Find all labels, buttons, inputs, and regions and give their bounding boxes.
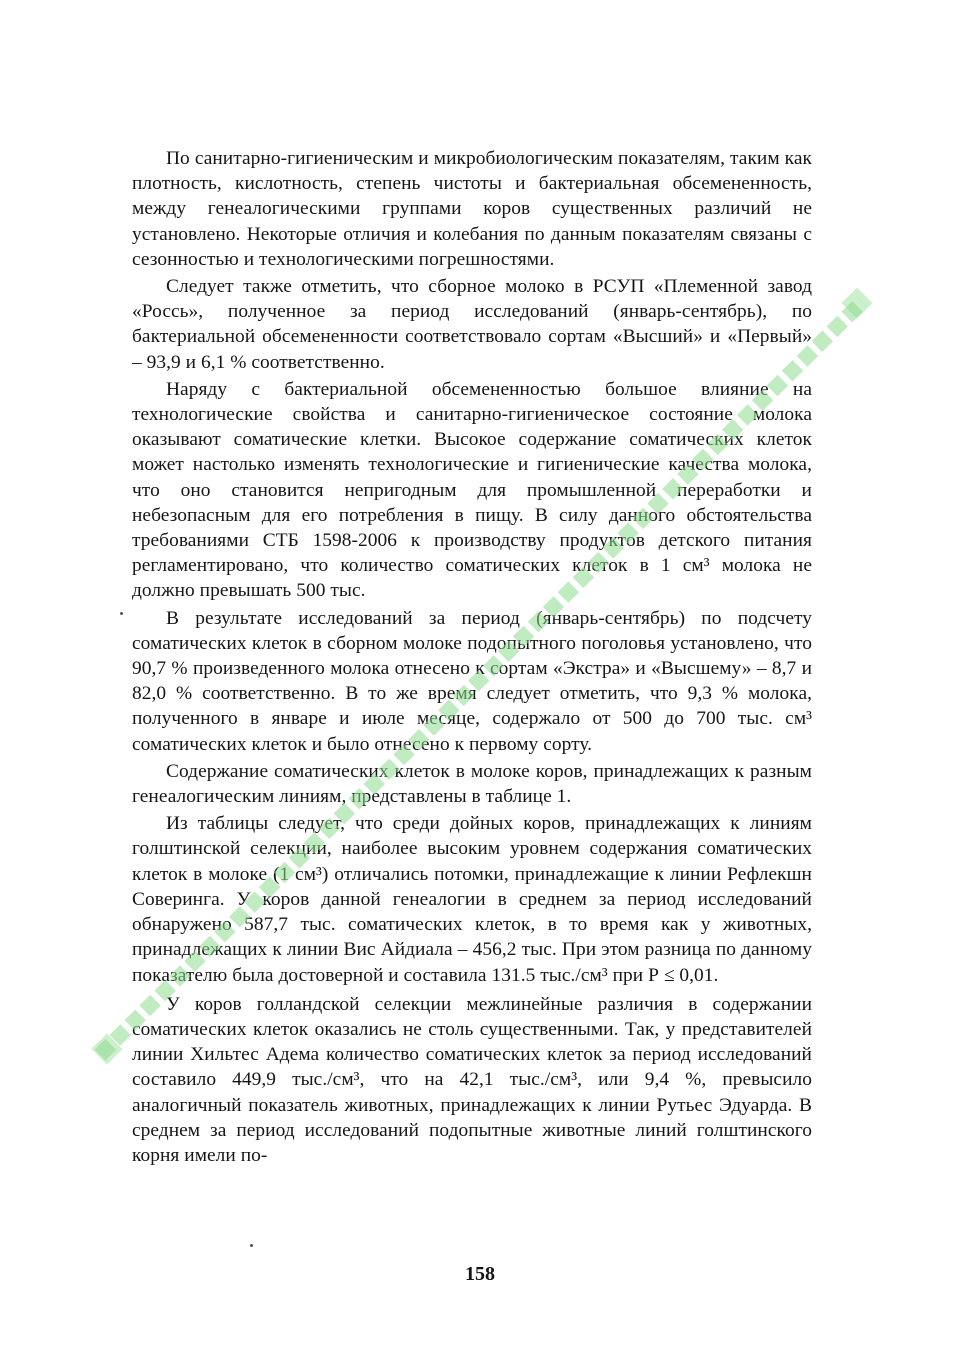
paragraph-somatic-cells-results: В результате исследований за период (январь-сентябрь) по подсчету соматических клеток в сборном молоке подопытного поголовья установлено, что 90,7 % произведенного молока отнесено к сортам «Экстра» и «Высшему» – 8,7 и 82,0 % соответственно. В то же время следует отметить, что 9,3 % молока, полученного в январе и июле месяце, содержало от 500 до 700 тыс. см³ соматических клеток и было отнесено к первому сорту.	[132, 607, 812, 755]
body-text	[132, 146, 812, 1170]
scan-speck	[250, 1244, 253, 1247]
paragraph-collected-milk-grades: Следует также отметить, что сборное молоко в РСУП «Племенной завод «Россь», полученное за период исследований (январь-сентябрь), по бактериальной обсемененности соответствовало сортам «Высший» и «Первый» – 93,9 и 6,1 % соответственно.	[132, 276, 812, 373]
paragraph-table-reference: Содержание соматических клеток в молоке коров, принадлежащих к разным генеалогическим линиям, представлены в таблице 1.	[132, 760, 812, 808]
watermark-stripe-end	[91, 1033, 122, 1064]
paragraph-holstein-lines: Из таблицы следует, что среди дойных коров, принадлежащих к линиям голштинской селекции, наиболее высоким уровнем содержания соматических клеток в молоке (1 см³) отличались потомки, принадлежащие к линии Рефлекшн Соверинга. У коров данной генеалогии в среднем за период исследований обнаружено 587,7 тыс. соматических клеток, в то время как у животных, принадлежащих к линии Вис Айдиала – 456,2 тыс. При этом разница по данному показателю была достоверной и составила 131.5 тыс./см³ при Р ≤ 0,01.	[132, 813, 812, 986]
page-number: 158	[465, 1263, 495, 1285]
paragraph-dutch-lines: У коров голландской селекции межлинейные различия в содержании соматических клеток оказались не столь существенными. Так, у представителей линии Хильтес Адема количество соматических клеток за период исследований составило 449,9 тыс./см³, что на 42,1 тыс./см³, или 9,4 %, превысило аналогичный показатель животных, принадлежащих к линии Рутьес Эдуарда. В среднем за период исследований подопытные животные линий голштинского корня имели по-	[132, 993, 812, 1166]
watermark-stripe-end	[841, 287, 872, 318]
paragraph-sanitary-indicators: По санитарно-гигиеническим и микробиологическим показателям, таким как плотность, кислотность, степень чистоты и бактериальная обсемененность, между генеалогическими группами коров существенных различий не установлено. Некоторые отличия и колебания по данным показателям связаны с сезонностью и технологическими погрешностями.	[132, 148, 812, 270]
paragraph-somatic-cells-influence: Наряду с бактериальной обсемененностью большое влияние на технологические свойства и санитарно-гигиеническое состояние молока оказывают соматические клетки. Высокое содержание соматических клеток может настолько изменять технологические и гигиенические качества молока, что оно становится непригодным для промышленной переработки и небезопасным для его потребления в пищу. В силу данного обстоятельства требованиями СТБ 1598-2006 к производству продуктов детского питания регламентировано, что количество соматических клеток в 1 см³ молока не должно превышать 500 тыс.	[132, 378, 812, 602]
scan-speck	[120, 612, 123, 615]
